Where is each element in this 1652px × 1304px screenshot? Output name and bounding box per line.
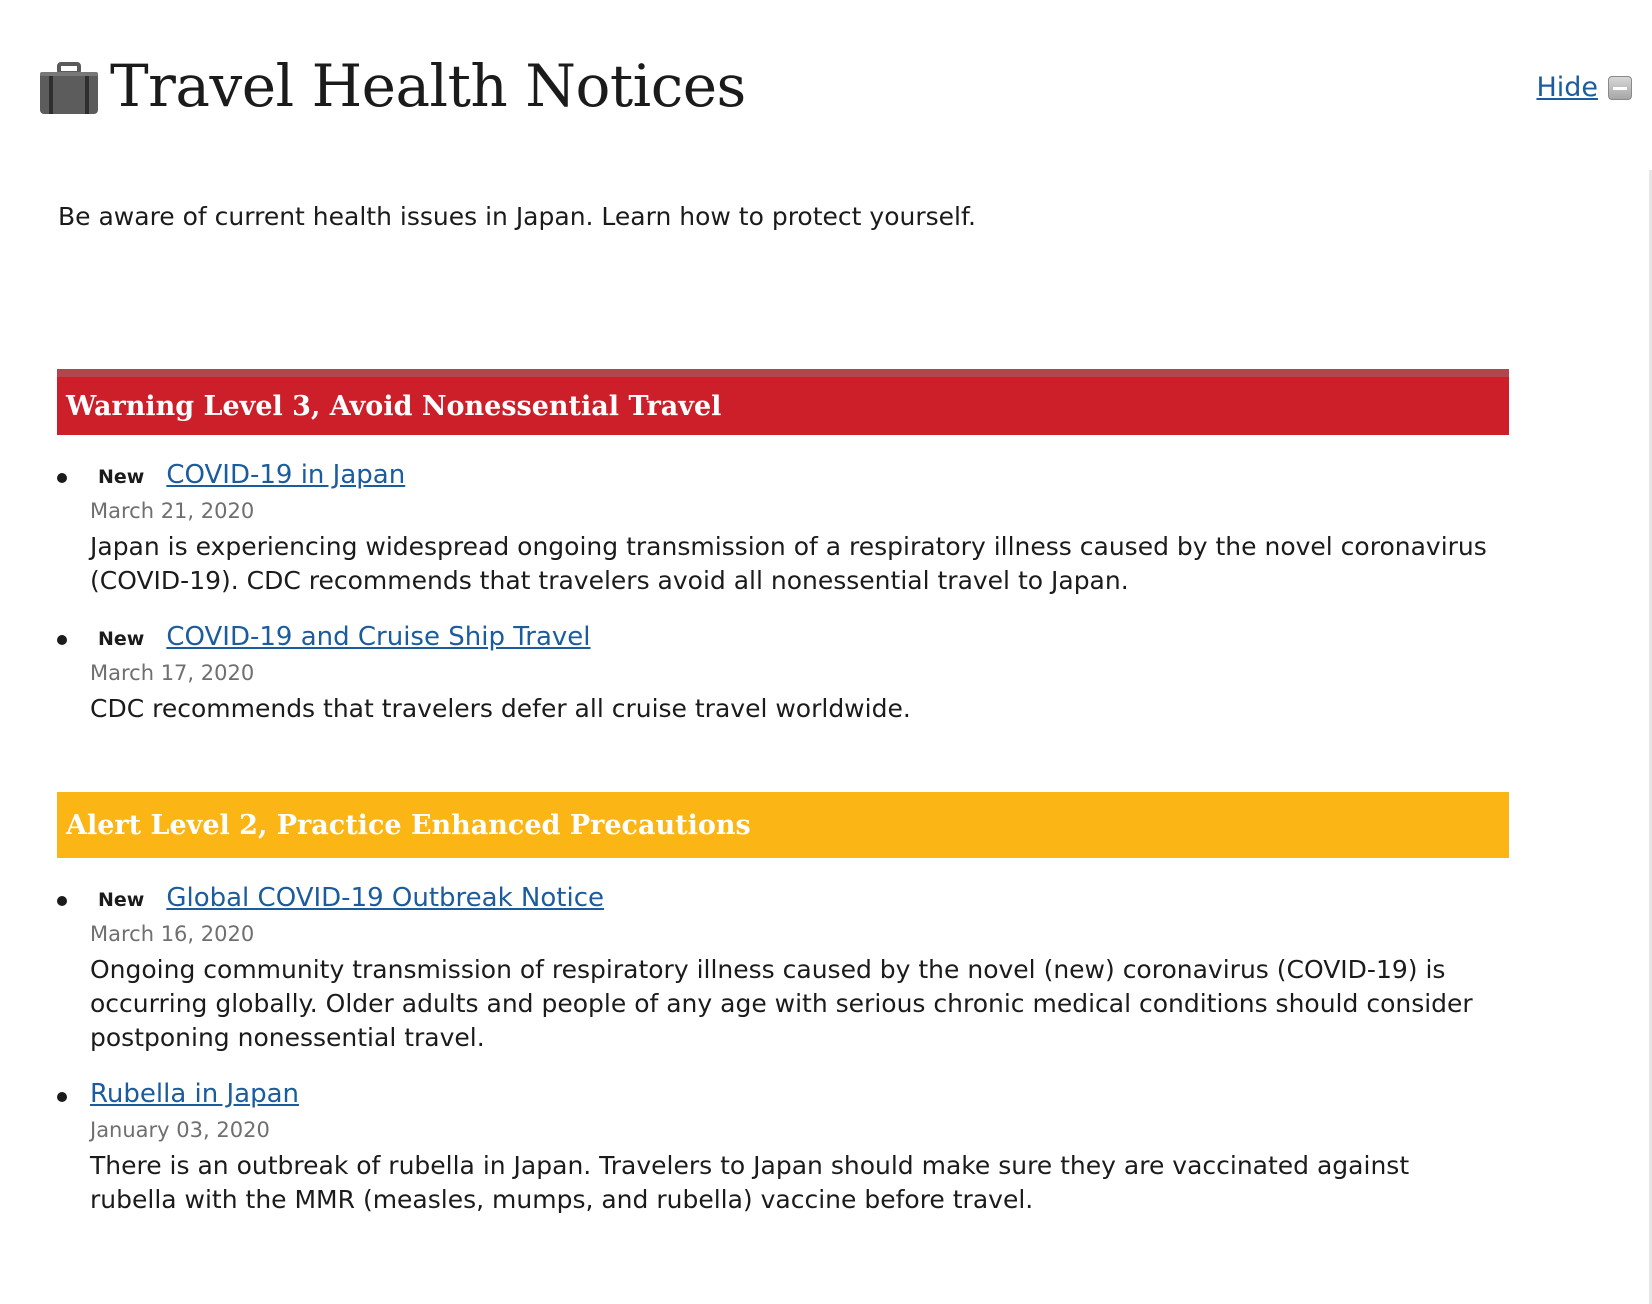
bullet-icon [57, 473, 67, 483]
collapse-icon[interactable] [1608, 76, 1632, 100]
bullet-icon [57, 635, 67, 645]
list-item [57, 460, 1509, 598]
new-badge: New [98, 628, 145, 650]
notice-link-covid-japan[interactable]: COVID-19 in Japan [166, 460, 406, 490]
bullet-icon [57, 1092, 67, 1102]
hide-button[interactable] [1536, 72, 1632, 103]
hide-label[interactable]: Hide [1536, 72, 1598, 103]
list-item [57, 1079, 1509, 1217]
alert-level-2-banner [57, 792, 1509, 858]
notice-date: March 17, 2020 [90, 661, 255, 685]
notice-description: Japan is experiencing widespread ongoing transmission of a respiratory illness caused by the novel coronavirus (COVID-19). CDC recommends that travelers avoid all nonessential travel to Japan. [90, 532, 1487, 595]
notice-link-cruise-ship[interactable]: COVID-19 and Cruise Ship Travel [166, 622, 591, 652]
notice-link-global-outbreak[interactable]: Global COVID-19 Outbreak Notice [166, 883, 604, 913]
alert-notice-list [57, 883, 1509, 1241]
notice-heading [90, 883, 1509, 919]
list-item [57, 883, 1509, 1055]
notice-link-rubella[interactable]: Rubella in Japan [90, 1079, 300, 1109]
notice-date: March 21, 2020 [90, 499, 255, 523]
new-badge: New [98, 889, 145, 911]
section-title: Warning Level 3, Avoid Nonessential Travel [66, 390, 722, 422]
list-item [57, 622, 1509, 726]
intro-text: Be aware of current health issues in Japan. Learn how to protect yourself. [58, 202, 976, 231]
notice-heading [90, 1079, 1509, 1115]
notice-date: January 03, 2020 [90, 1118, 270, 1142]
new-badge: New [98, 466, 145, 488]
page-title: Travel Health Notices [110, 52, 746, 120]
notice-date: March 16, 2020 [90, 922, 255, 946]
notice-heading [90, 460, 1509, 496]
section-title: Alert Level 2, Practice Enhanced Precautions [66, 809, 751, 841]
bullet-icon [57, 896, 67, 906]
notice-description: CDC recommends that travelers defer all cruise travel worldwide. [90, 694, 911, 723]
warning-level-3-banner [57, 369, 1509, 435]
notice-description: Ongoing community transmission of respiratory illness caused by the novel (new) coronavirus (COVID-19) is occurring globally. Older adults and people of any age with serious chronic medical conditions should consider postponing nonessential travel. [90, 955, 1473, 1052]
notice-heading [90, 622, 1509, 658]
notice-description: There is an outbreak of rubella in Japan. Travelers to Japan should make sure they are vaccinated against rubella with the MMR (measles, mumps, and rubella) vaccine before travel. [90, 1151, 1410, 1214]
briefcase-icon [38, 62, 100, 116]
warning-notice-list [57, 460, 1509, 750]
page-header [38, 52, 746, 120]
